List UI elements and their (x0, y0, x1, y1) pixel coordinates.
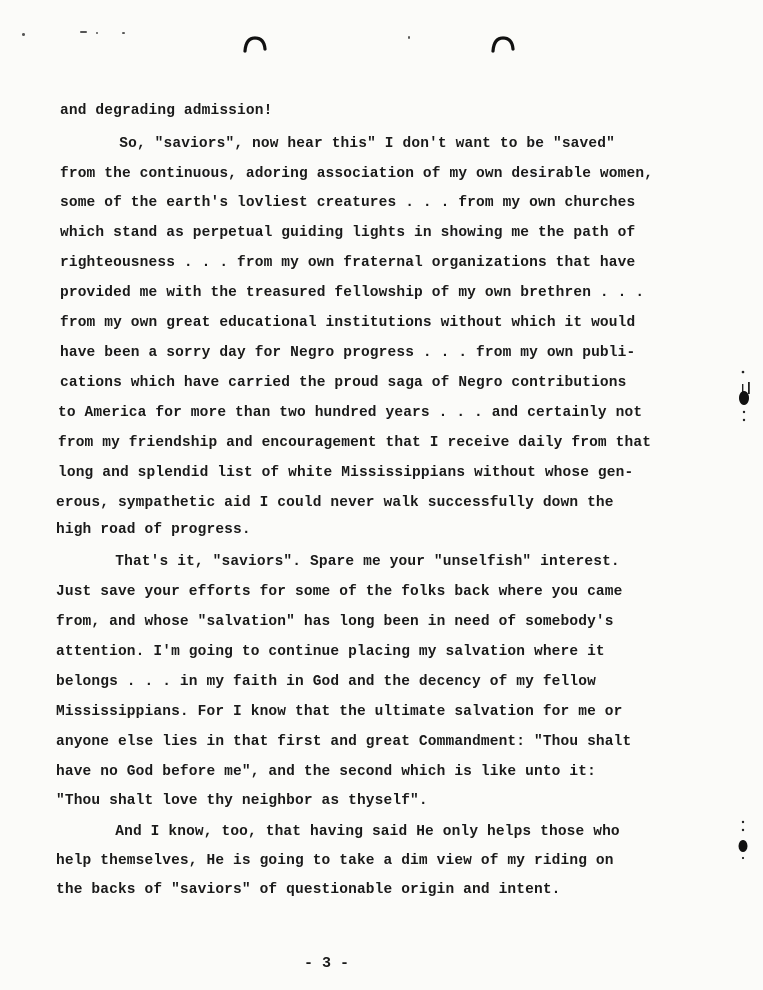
text-line: attention. I'm going to continue placing my salvation where it (56, 644, 605, 660)
page-number: - 3 - (304, 955, 350, 972)
scan-speck (122, 32, 125, 34)
text-line: from, and whose "salvation" has long been in need of somebody's (56, 614, 614, 630)
text-line: which stand as perpetual guiding lights in showing me the path of (60, 225, 636, 241)
text-line: long and splendid list of white Mississippians without whose gen- (58, 465, 634, 481)
margin-mark-lower (736, 818, 756, 864)
scan-speck (22, 33, 25, 36)
text-line: Mississippians. For I know that the ultimate salvation for me or (56, 704, 623, 720)
staple-mark-left (242, 34, 268, 54)
text-line: That's it, "saviors". Spare me your "unselfish" interest. (71, 554, 620, 570)
text-line: help themselves, He is going to take a dim view of my riding on (56, 853, 614, 869)
text-line: So, "saviors", now hear this" I don't want to be "saved" (75, 136, 615, 152)
scan-speck (80, 31, 87, 33)
text-line: Just save your efforts for some of the folks back where you came (56, 584, 623, 600)
text-line: the backs of "saviors" of questionable origin and intent. (56, 882, 561, 898)
text-line: belongs . . . in my faith in God and the decency of my fellow (56, 674, 596, 690)
text-line: "Thou shalt love thy neighbor as thyself". (56, 793, 428, 809)
text-line: to America for more than two hundred years . . . and certainly not (58, 405, 643, 421)
margin-mark-upper (736, 368, 756, 428)
text-line: And I know, too, that having said He only helps those who (71, 824, 620, 840)
staple-mark-right (490, 34, 516, 54)
text-line: erous, sympathetic aid I could never walk successfully down the (56, 495, 614, 511)
text-line: from my own great educational institutions without which it would (60, 315, 636, 331)
text-line: cations which have carried the proud saga of Negro contributions (60, 375, 627, 391)
text-line: and degrading admission! (60, 103, 273, 119)
text-line: from the continuous, adoring association of my own desirable women, (60, 166, 654, 182)
text-line: high road of progress. (56, 522, 251, 538)
text-line: from my friendship and encouragement that I receive daily from that (58, 435, 652, 451)
scan-speck (408, 36, 410, 39)
text-line: some of the earth's lovliest creatures . . . from my own churches (60, 195, 636, 211)
text-line: righteousness . . . from my own fraternal organizations that have (60, 255, 636, 271)
scan-speck (96, 32, 98, 34)
text-line: have been a sorry day for Negro progress . . . from my own publi- (60, 345, 636, 361)
text-line: have no God before me", and the second which is like unto it: (56, 764, 596, 780)
text-line: provided me with the treasured fellowship of my own brethren . . . (60, 285, 645, 301)
text-line: anyone else lies in that first and great Commandment: "Thou shalt (56, 734, 632, 750)
